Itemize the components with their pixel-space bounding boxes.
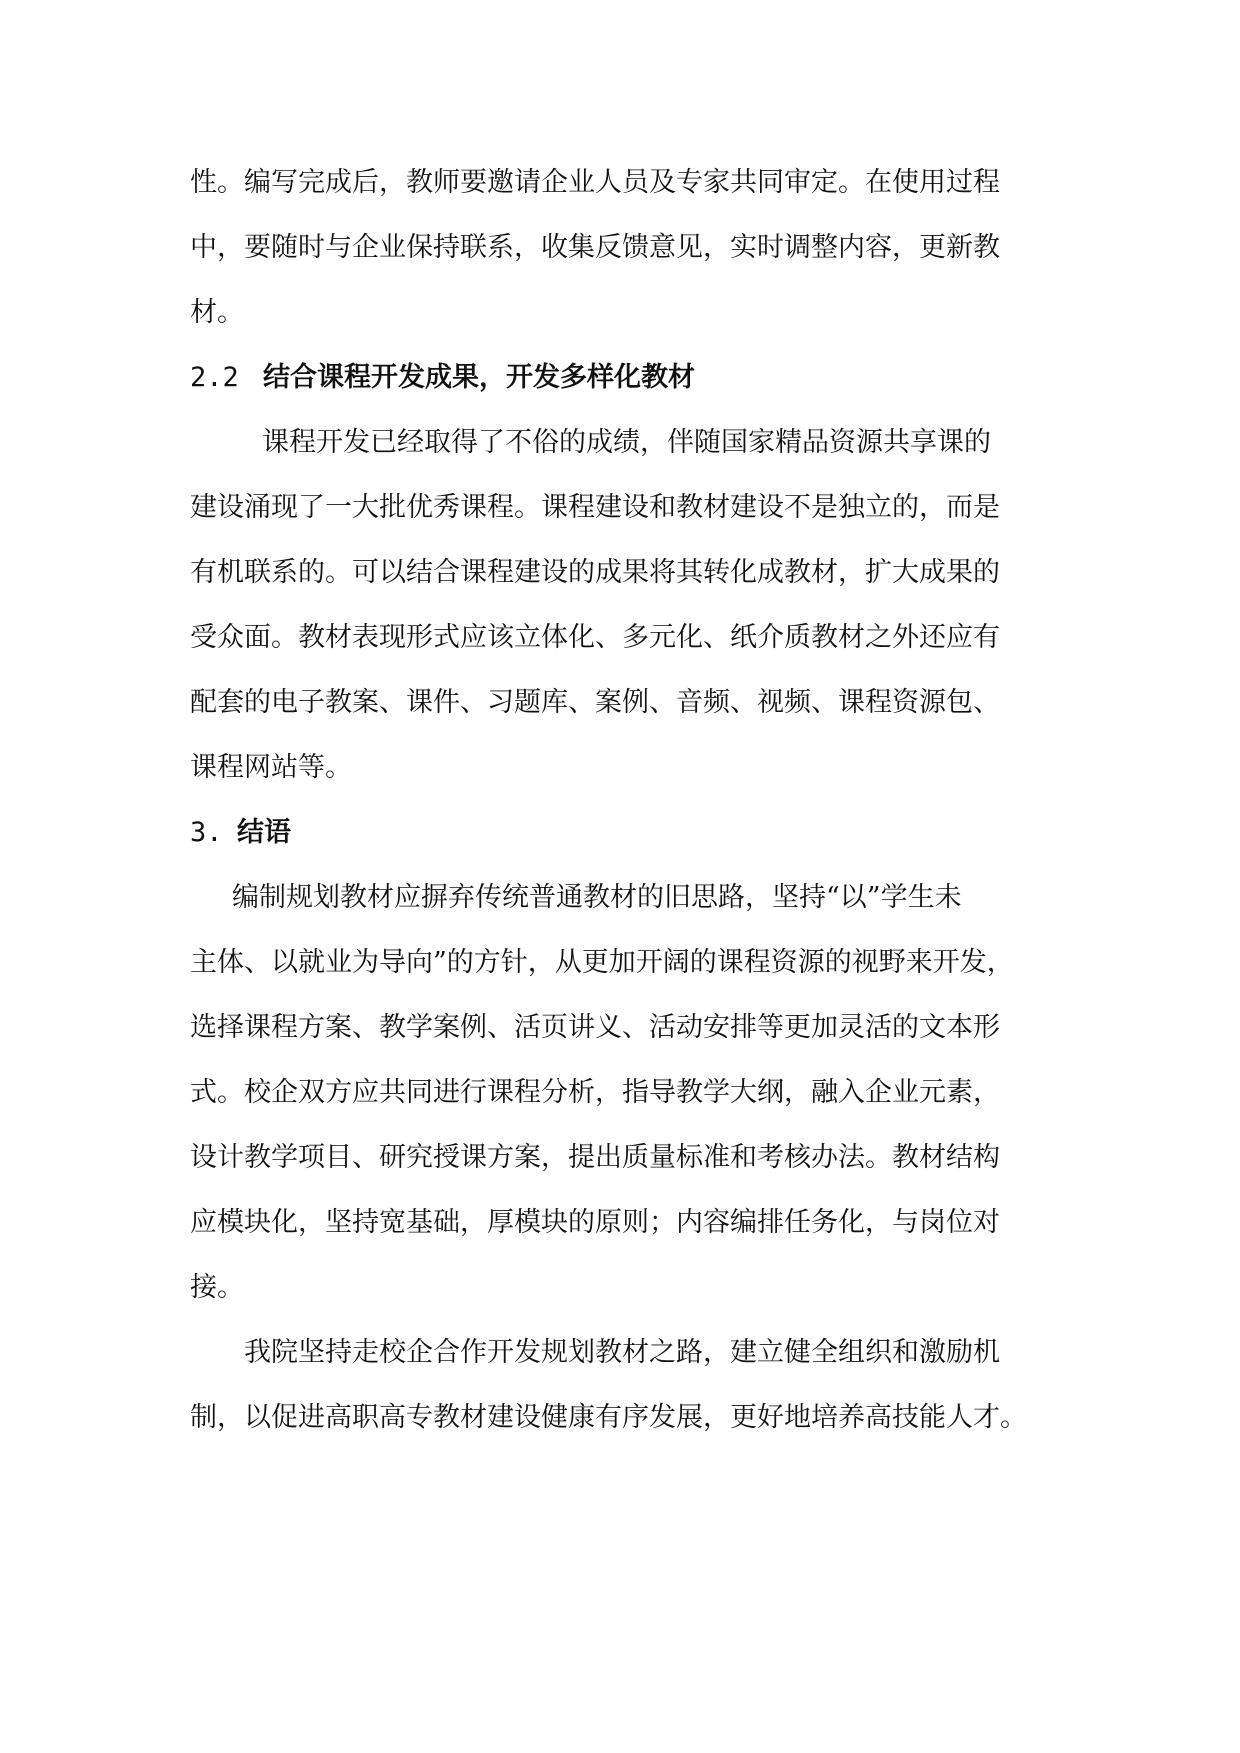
- section-title: 结合课程开发成果，开发多样化教材: [263, 362, 695, 393]
- body-line: 中，要随时与企业保持联系，收集反馈意见，实时调整内容，更新教: [190, 232, 1000, 263]
- body-line: 性。编写完成后，教师要邀请企业人员及专家共同审定。在使用过程: [190, 167, 1000, 198]
- body-line: 接。: [190, 1272, 244, 1303]
- body-line: 编制规划教材应摒弃传统普通教材的旧思路，坚持“以”学生未: [232, 882, 962, 913]
- body-line: 我院坚持走校企合作开发规划教材之路，建立健全组织和激励机: [244, 1337, 1000, 1368]
- body-line: 制，以促进高职高专教材建设健康有序发展，更好地培养高技能人才。: [190, 1402, 1027, 1433]
- body-line: 受众面。教材表现形式应该立体化、多元化、纸介质教材之外还应有: [190, 622, 1000, 653]
- section-number: 2.2: [190, 362, 239, 393]
- body-line: 课程开发已经取得了不俗的成绩，伴随国家精品资源共享课的: [262, 427, 991, 458]
- section-number: 3.: [190, 817, 223, 848]
- body-line: 应模块化，坚持宽基础，厚模块的原则；内容编排任务化，与岗位对: [190, 1207, 1000, 1238]
- body-line: 有机联系的。可以结合课程建设的成果将其转化成教材，扩大成果的: [190, 557, 1000, 588]
- body-line: 式。校企双方应共同进行课程分析，指导教学大纲，融入企业元素，: [190, 1077, 1000, 1108]
- body-line: 主体、以就业为导向”的方针，从更加开阔的课程资源的视野来开发，: [190, 947, 1014, 978]
- section-heading-3: [190, 813, 291, 853]
- body-line: 选择课程方案、教学案例、活页讲义、活动安排等更加灵活的文本形: [190, 1012, 1000, 1043]
- body-line: 材。: [190, 297, 244, 328]
- body-line: 课程网站等。: [190, 752, 352, 783]
- section-title: 结语: [237, 817, 291, 848]
- section-heading-2-2: [190, 358, 695, 398]
- body-line: 设计教学项目、研究授课方案，提出质量标准和考核办法。教材结构: [190, 1142, 1000, 1173]
- body-line: 配套的电子教案、课件、习题库、案例、音频、视频、课程资源包、: [190, 687, 1000, 718]
- body-line: 建设涌现了一大批优秀课程。课程建设和教材建设不是独立的，而是: [190, 492, 1000, 523]
